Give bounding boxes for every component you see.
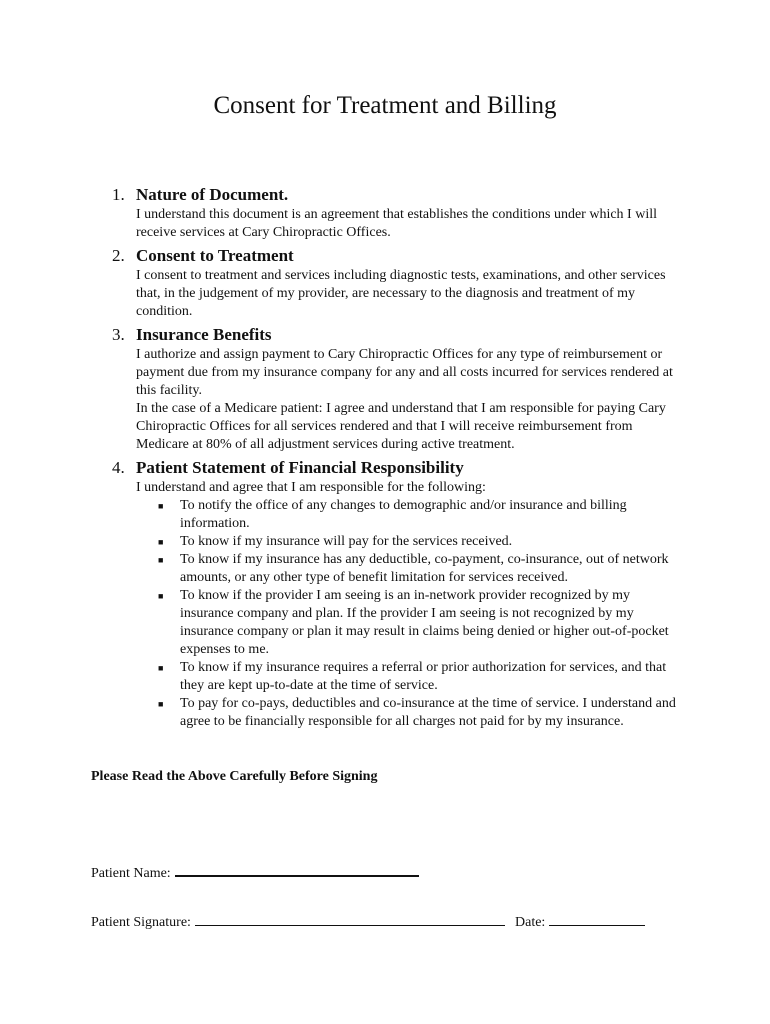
section-paragraph: I authorize and assign payment to Cary Chiropractic Offices for any type of reimbursement or payment due from my insurance company for any and all costs incurred for services rendered at this facility. — [136, 347, 673, 398]
list-item — [158, 659, 678, 695]
section-insurance-benefits — [108, 324, 678, 454]
date-field[interactable] — [515, 911, 645, 932]
patient-signature-field[interactable] — [91, 911, 505, 932]
list-item — [158, 695, 678, 731]
list-item-text: To pay for co-pays, deductibles and co-insurance at the time of service. I understand and agree to be financially responsible for all charges not paid for by my insurance. — [180, 696, 676, 729]
date-line[interactable] — [549, 911, 645, 926]
responsibility-list — [136, 497, 678, 731]
section-consent-to-treatment — [108, 245, 678, 321]
section-financial-responsibility — [108, 457, 678, 731]
patient-name-line[interactable] — [175, 861, 419, 877]
read-notice: Please Read the Above Carefully Before Signing — [91, 769, 378, 784]
section-intro: I understand and agree that I am responsible for the following: — [136, 480, 486, 495]
list-item — [158, 497, 678, 533]
list-item-text: To know if my insurance will pay for the services received. — [180, 534, 513, 549]
date-label: Date: — [515, 915, 546, 930]
section-paragraph: I understand this document is an agreement that establishes the conditions under which I will receive services at Cary Chiropractic Offices. — [136, 207, 657, 240]
section-number: 4. — [112, 458, 125, 477]
section-heading: Insurance Benefits — [136, 325, 272, 344]
square-bullet-icon: ■ — [158, 501, 164, 511]
list-item-text: To notify the office of any changes to demographic and/or insurance and billing information. — [180, 498, 627, 531]
section-heading: Patient Statement of Financial Responsibility — [136, 458, 464, 477]
patient-name-field[interactable] — [91, 861, 419, 883]
section-paragraph: I consent to treatment and services including diagnostic tests, examinations, and other services that, in the judgement of my provider, are necessary to the diagnosis and treatment of my condition. — [136, 268, 666, 319]
section-number: 1. — [112, 185, 125, 204]
section-number: 3. — [112, 325, 125, 344]
square-bullet-icon: ■ — [158, 699, 164, 709]
list-item — [158, 533, 678, 551]
square-bullet-icon: ■ — [158, 591, 164, 601]
section-nature-of-document — [108, 184, 678, 242]
list-item-text: To know if the provider I am seeing is an in-network provider recognized by my insurance company and plan. If the provider I am seeing is not recognized by my insurance company or plan it may result in claims being denied or higher out-of-pocket expenses to me. — [180, 588, 669, 657]
patient-signature-line[interactable] — [195, 911, 505, 926]
list-item-text: To know if my insurance has any deductible, co-payment, co-insurance, out of network amounts, or any other type of benefit limitation for services received. — [180, 552, 669, 585]
list-item-text: To know if my insurance requires a referral or prior authorization for services, and that they are kept up-to-date at the time of service. — [180, 660, 667, 693]
section-number: 2. — [112, 246, 125, 265]
square-bullet-icon: ■ — [158, 555, 164, 565]
section-paragraph-medicare: In the case of a Medicare patient: I agree and understand that I am responsible for paying Cary Chiropractic Offices for all services rendered and that I will receive reimbursement from Medicare at 80% of all adjustment services during active treatment. — [136, 401, 666, 452]
square-bullet-icon: ■ — [158, 663, 164, 673]
square-bullet-icon: ■ — [158, 537, 164, 547]
section-heading: Consent to Treatment — [136, 246, 294, 265]
list-item — [158, 551, 678, 587]
patient-signature-label: Patient Signature: — [91, 915, 191, 930]
section-list — [108, 184, 678, 734]
patient-name-label: Patient Name: — [91, 866, 171, 881]
document-title: Consent for Treatment and Billing — [213, 92, 557, 119]
section-heading: Nature of Document. — [136, 185, 289, 204]
list-item — [158, 587, 678, 659]
